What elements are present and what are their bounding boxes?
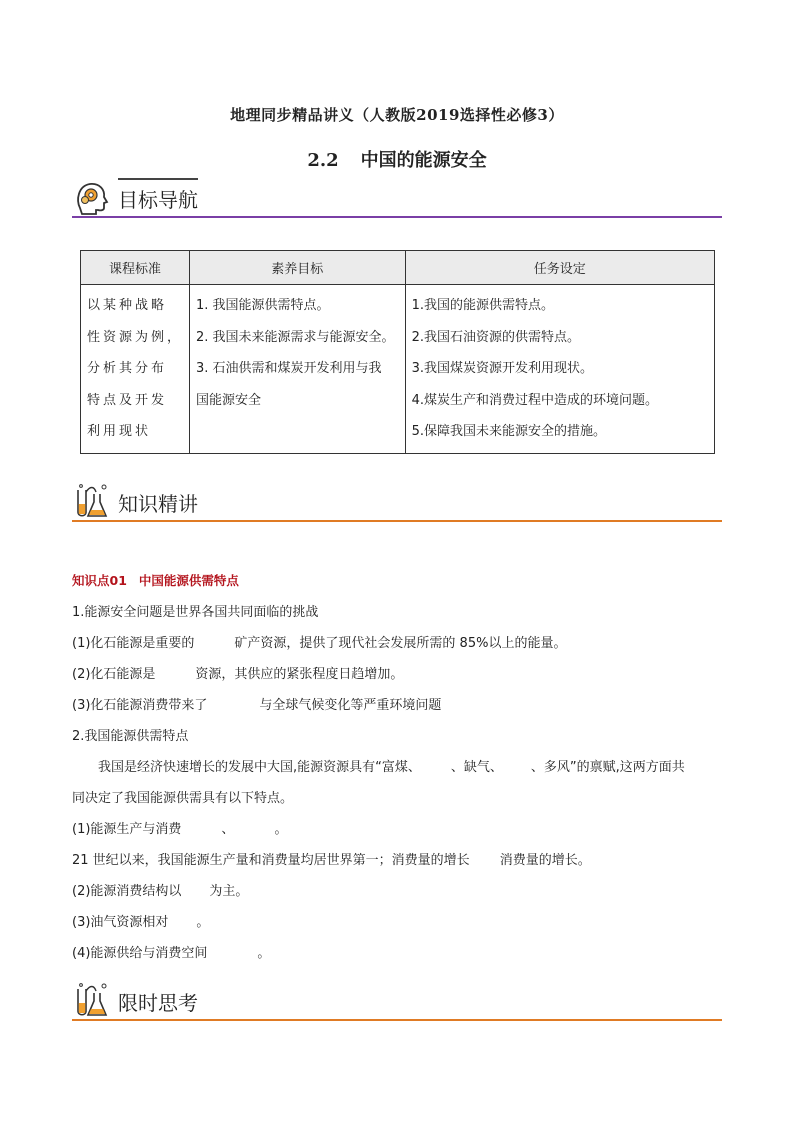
paragraph [72,881,722,912]
text-segment: 、缺气、 [450,760,503,775]
cell-standard [81,285,190,454]
goals-table-row [81,285,715,454]
section-title-think: 限时思考 [118,991,198,1015]
paragraph [72,757,722,788]
text-segment: 为主。 [209,884,249,899]
kp-title: 中国能源供需特点 [138,573,239,588]
header-task: 任务设定 [405,251,714,285]
kp-label: 知识点01 [72,573,127,588]
knowledge-content [72,571,722,974]
text-segment: (3)化石能源消费带来了 [72,698,208,713]
text-segment: (2)能源消费结构以 [72,884,182,899]
task-line: 2.我国石油资源的供需特点。 [411,329,580,345]
paragraph: 2.我国能源供需特点 [72,729,189,744]
lab-flask-icon [72,981,110,1019]
text-segment: 资源，其供应的紧张程度日趋增加。 [195,667,404,682]
section-title-goals: 目标导航 [118,188,198,212]
task-line: 3.我国煤炭资源开发利用现状。 [411,361,593,376]
cell-literacy [190,285,406,454]
text-segment: 、 [221,822,235,837]
section-rule-think [72,1019,722,1021]
section-rule-goals [72,216,722,218]
standard-line: 性资源为例， [87,329,184,345]
knowledge-point-heading [72,571,722,602]
goals-table-header-row [81,251,715,285]
section-header-knowledge [72,482,722,522]
document-title: 地理同步精品讲义（人教版2019选择性必修3） [230,106,564,124]
standard-line: 特点及开发 [87,392,168,408]
literacy-line: 3. 石油供需和煤炭开发利用与我 [196,361,382,376]
header-deco-line [118,178,198,180]
text-segment: (3)油气资源相对 [72,915,169,930]
paragraph [72,695,722,726]
standard-line: 利用现状 [87,424,152,439]
text-segment: 。 [257,946,271,961]
lab-flask-icon [72,482,110,520]
cell-task [405,285,714,454]
head-gears-icon [72,178,110,216]
text-segment: 、多风”的禀赋,这两方面共 [530,760,685,775]
paragraph [72,943,722,974]
text-segment: 我国是经济快速增长的发展中大国,能源资源具有“富煤、 [98,760,421,775]
lesson-name: 中国的能源安全 [360,150,487,171]
header-literacy: 素养目标 [190,251,406,285]
literacy-line: 1. 我国能源供需特点。 [196,298,330,313]
section-header-goals [72,178,722,218]
task-line: 4.煤炭生产和消费过程中造成的环境问题。 [411,392,658,408]
paragraph [72,633,722,664]
text-segment: 矿产资源，提供了现代社会发展所需的 85%以上的能量。 [234,636,567,651]
paragraph [72,664,722,695]
section-title-knowledge: 知识精讲 [118,492,198,516]
text-segment: (1)能源生产与消费 [72,822,182,837]
standard-line: 分析其分布 [87,361,168,376]
text-segment: 消费量的增长。 [499,853,591,868]
task-line: 5.保障我国未来能源安全的措施。 [411,424,606,439]
section-header-think [72,981,722,1021]
text-segment: (2)化石能源是 [72,667,156,682]
section-rule-knowledge [72,520,722,522]
text-segment: 与全球气候变化等严重环境问题 [259,698,442,713]
literacy-line: 2. 我国未来能源需求与能源安全。 [196,329,395,345]
paragraph [72,850,722,881]
literacy-line: 国能源安全 [196,392,262,408]
lesson-number: 2.2 [307,150,339,171]
header-standard: 课程标准 [81,251,190,285]
standard-line: 以某种战略 [87,298,168,313]
text-segment: 。 [274,822,288,837]
paragraph: 同决定了我国能源供需具有以下特点。 [72,791,294,806]
paragraph: 1.能源安全问题是世界各国共同面临的挑战 [72,605,319,620]
text-segment: 。 [196,915,210,930]
task-line: 1.我国的能源供需特点。 [411,298,554,313]
paragraph [72,912,722,943]
paragraph [72,819,722,850]
goals-table [80,250,715,454]
text-segment: (4)能源供给与消费空间 [72,946,208,961]
lesson-title [0,146,794,172]
text-segment: (1)化石能源是重要的 [72,636,195,651]
text-segment: 21 世纪以来，我国能源生产量和消费量均居世界第一；消费量的增长 [72,853,470,868]
